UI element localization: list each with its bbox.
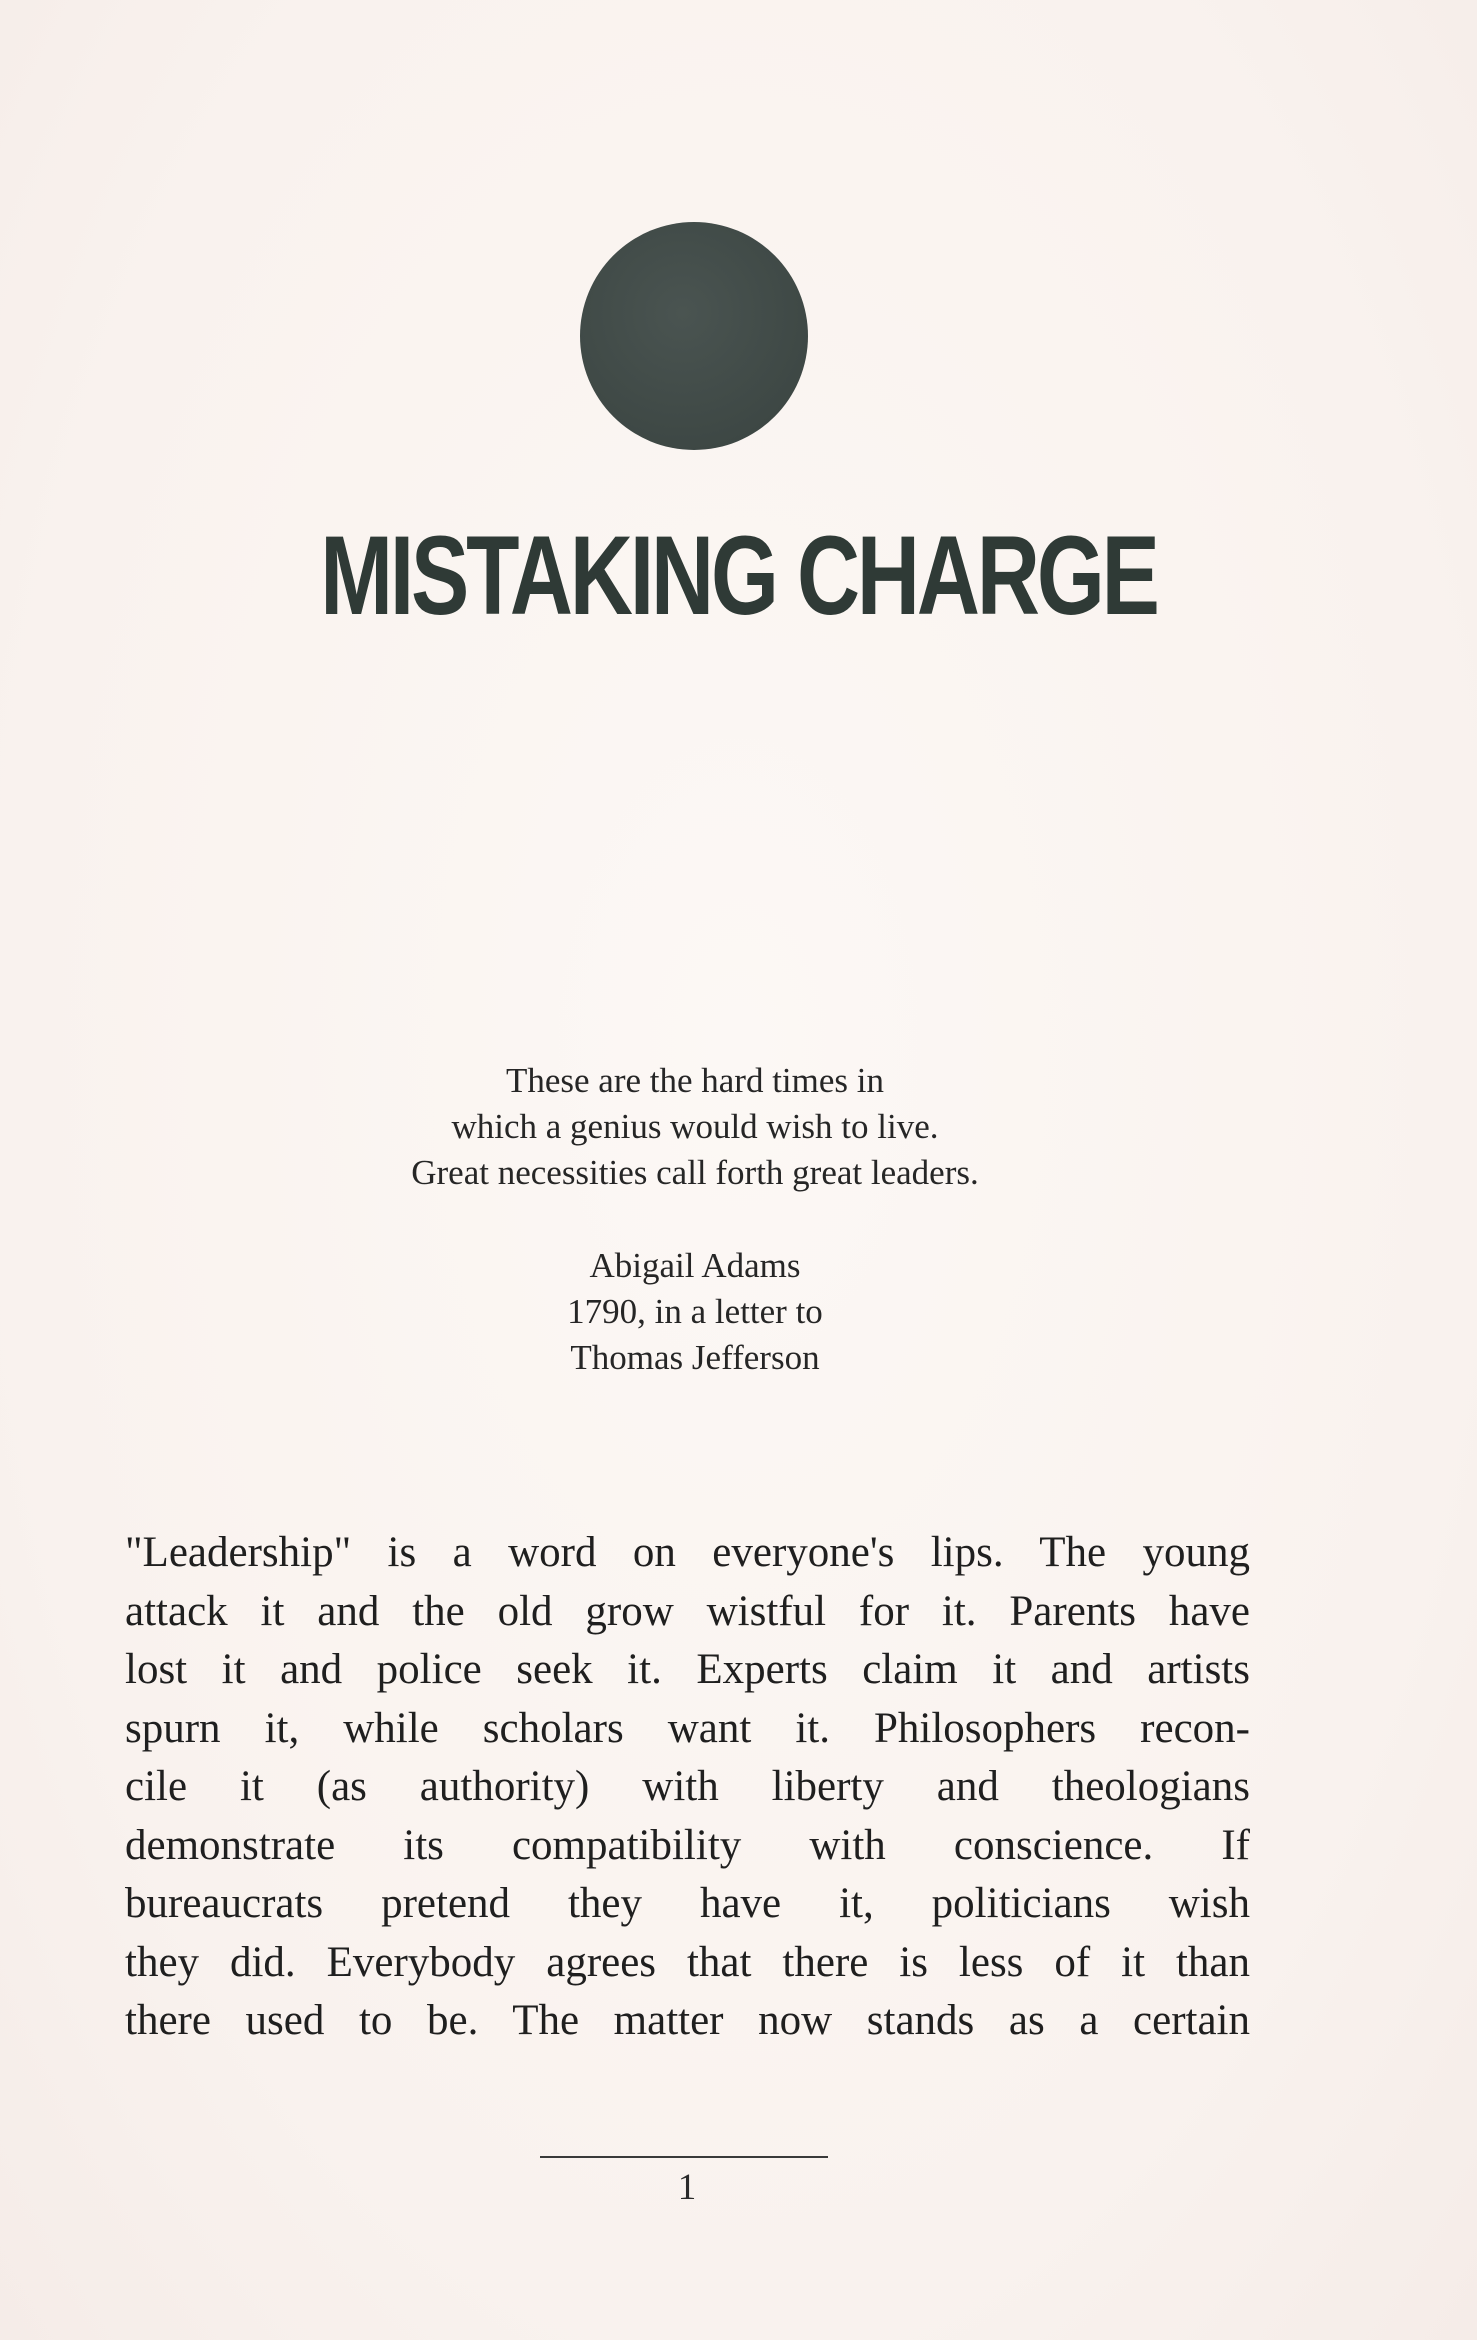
body-line: attack it and the old grow wistful for it. Parents have [125,1587,1250,1635]
chapter-title: MISTAKING CHARGE [320,513,1157,638]
epigraph-line: These are the hard times in [505,1061,885,1100]
epigraph-line: Great necessities call forth great leaders. [411,1153,979,1192]
body-line: bureaucrats pretend they have it, politicians wish [125,1880,1250,1927]
epigraph-quote [0,1058,1390,1196]
attribution-source: 1790, in a letter to [567,1292,823,1331]
body-line: spurn it, while scholars want it. Philosophers recon- [125,1704,1250,1752]
footer-rule [540,2156,828,2158]
body-line: cile it (as authority) with liberty and theologians [125,1763,1250,1810]
body-line: there used to be. The matter now stands as a certain [125,1997,1250,2044]
epigraph-attribution [0,1243,1390,1381]
epigraph-line: which a genius would wish to live. [451,1107,939,1146]
attribution-recipient: Thomas Jefferson [570,1338,820,1377]
page-number: 1 [677,2167,697,2208]
body-paragraph [125,1524,1250,2051]
body-line: "Leadership" is a word on everyone's lips. The young [125,1529,1250,1576]
body-line: demonstrate its compatibility with conscience. If [125,1821,1250,1869]
body-line: they did. Everybody agrees that there is less of it than [125,1938,1250,1986]
body-line: lost it and police seek it. Experts claim it and artists [125,1646,1250,1693]
attribution-author: Abigail Adams [589,1246,801,1285]
chapter-ornament-circle [580,222,808,450]
